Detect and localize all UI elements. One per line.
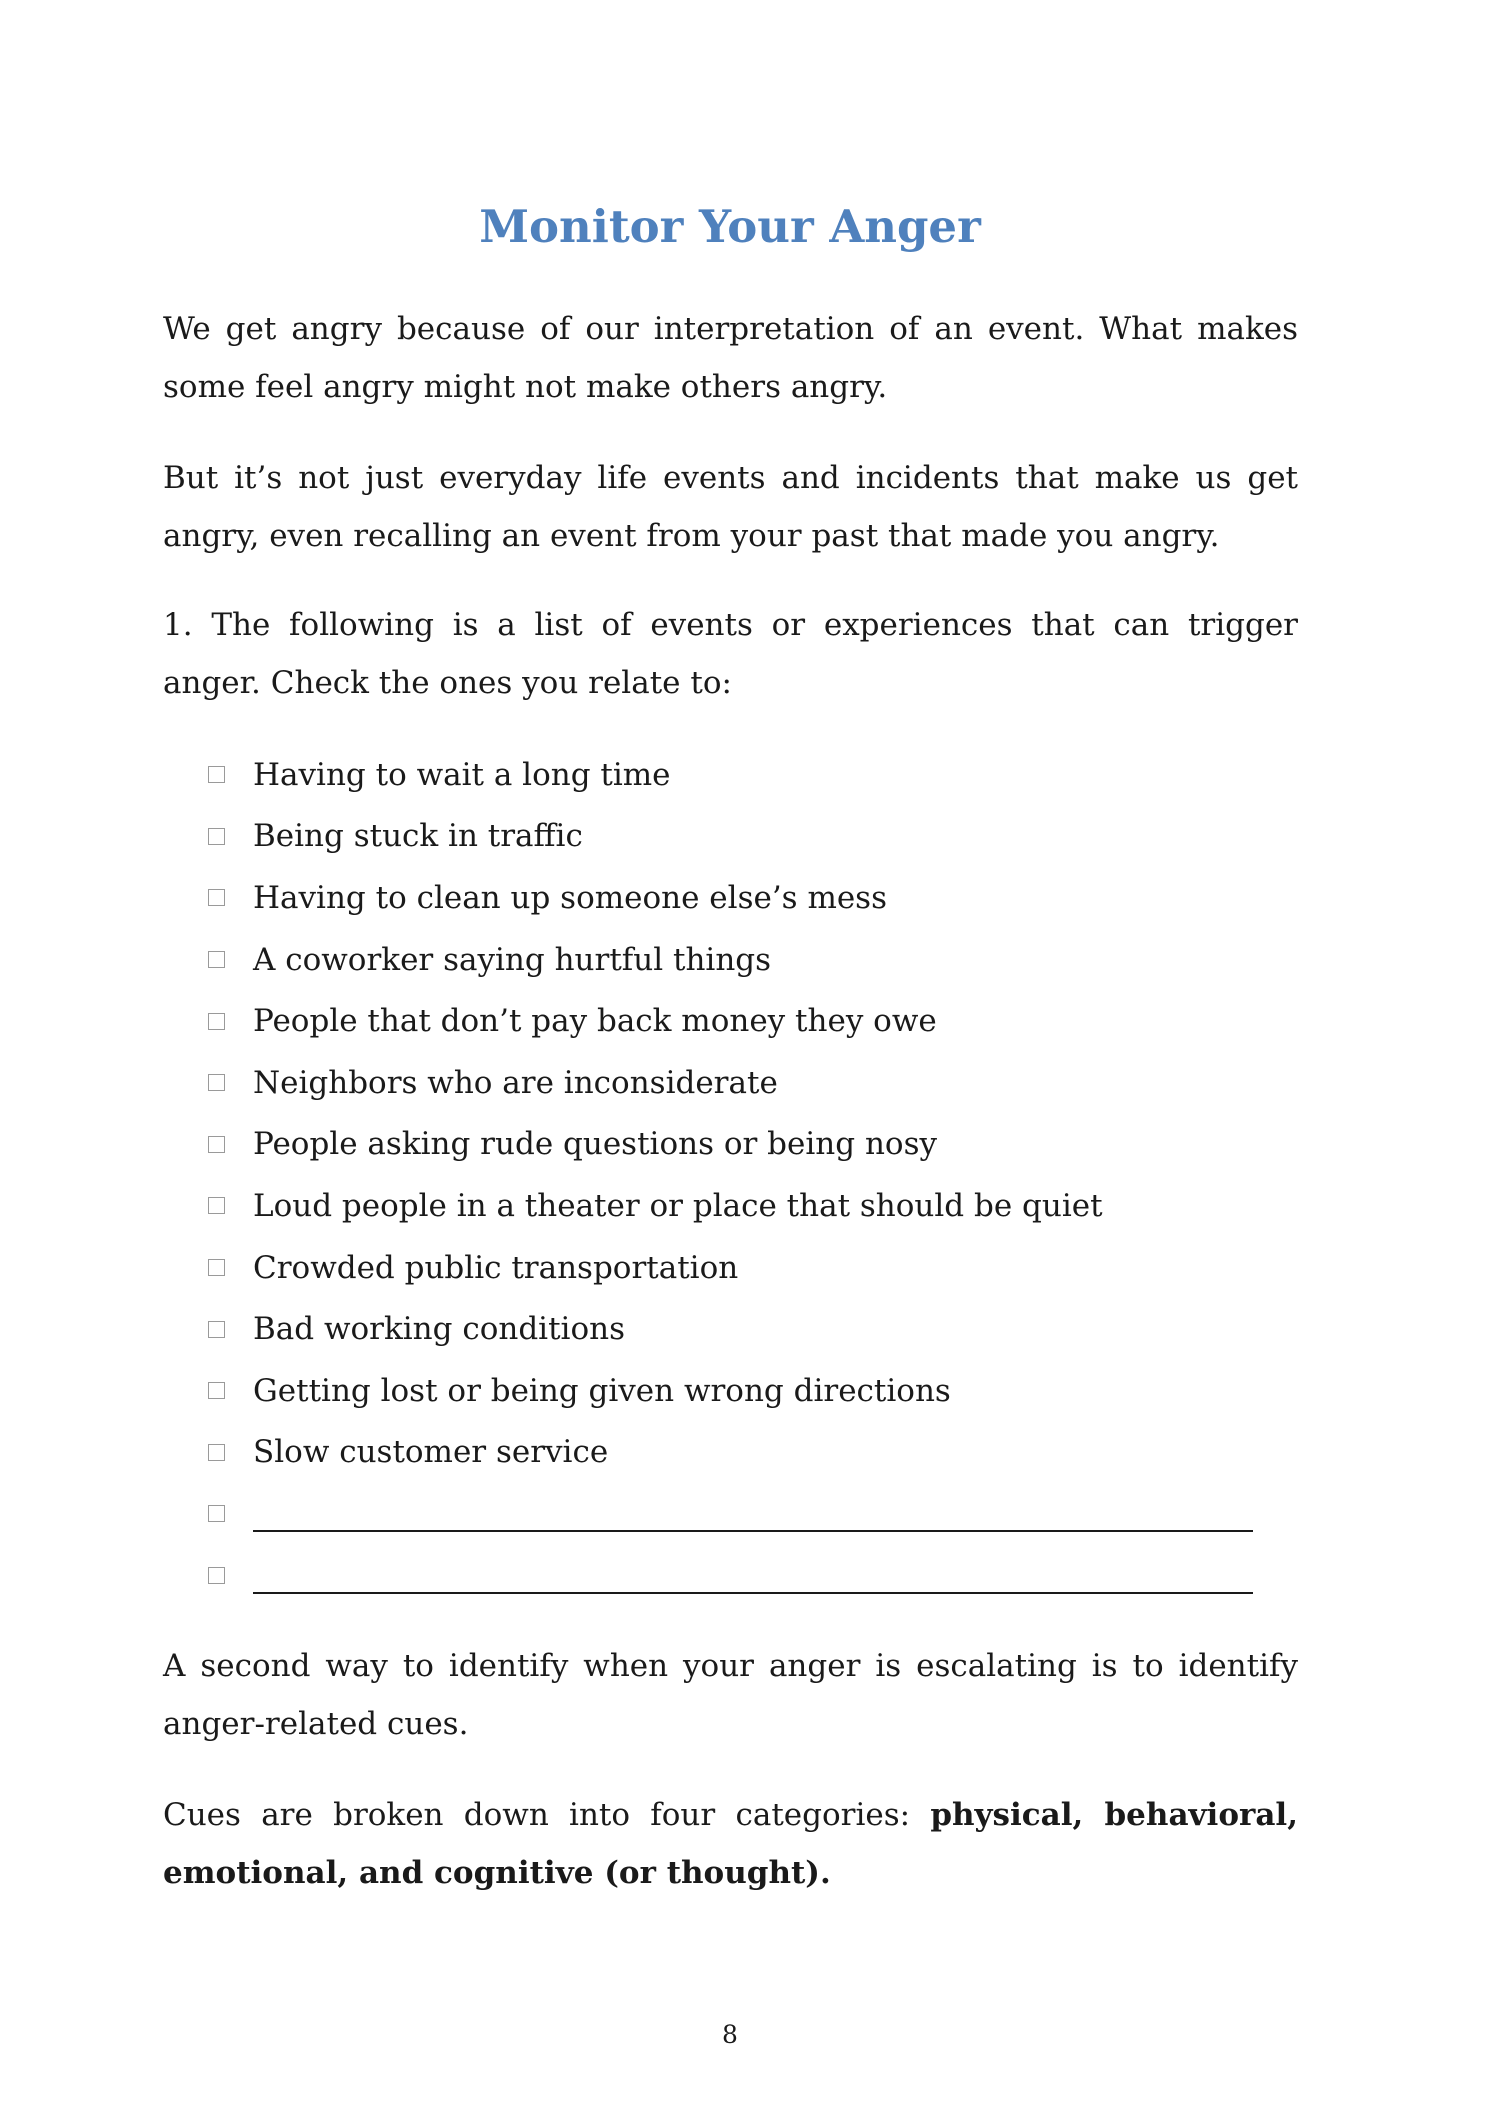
checkbox[interactable] [208,828,225,845]
checklist-item[interactable] [208,990,1308,1052]
checklist-item-label: People that don’t pay back money they owe [253,1003,937,1040]
intro-paragraph-1: We get angry because of our interpretation of an event. What makes some feel angry might not make others angry. [163,311,1298,405]
checklist-item[interactable] [208,1298,1308,1360]
checklist-item-label: A coworker saying hurtful things [253,941,772,978]
checklist-item-label: Neighbors who are inconsiderate [253,1064,778,1101]
checkbox[interactable] [208,1444,225,1461]
intro-paragraph-2: But it’s not just everyday life events and incidents that make us get angry, even recalling an event from your past that made you angry. [163,460,1298,554]
checkbox[interactable] [208,766,225,783]
checkbox[interactable] [208,1259,225,1276]
checkbox[interactable] [208,951,225,968]
checklist-item-label: Having to wait a long time [253,756,671,793]
checklist-item-label: Slow customer service [253,1434,609,1471]
checkbox[interactable] [208,1505,225,1522]
checkbox[interactable] [208,1567,225,1584]
question-1-prompt: 1. The following is a list of events or experiences that can trigger anger. Check the ones you relate to: [163,607,1298,701]
page-title: Monitor Your Anger [479,200,981,253]
second-way-paragraph: A second way to identify when your anger is escalating is to identify anger-related cues. [163,1648,1298,1742]
checklist-item-label: People asking rude questions or being nosy [253,1126,937,1163]
checkbox[interactable] [208,1136,225,1153]
checklist-item-label: Getting lost or being given wrong directions [253,1372,951,1409]
checklist-item[interactable] [208,1422,1308,1484]
checklist-item-blank[interactable] [208,1483,1308,1545]
checkbox[interactable] [208,1074,225,1091]
checklist-item[interactable] [208,867,1308,929]
checklist-item[interactable] [208,1175,1308,1237]
checklist-item[interactable] [208,1052,1308,1114]
checkbox[interactable] [208,1013,225,1030]
checkbox[interactable] [208,1197,225,1214]
checklist-item[interactable] [208,1360,1308,1422]
checklist-item-label: Bad working conditions [253,1311,625,1348]
checklist-item[interactable] [208,744,1308,806]
checklist-item[interactable] [208,1114,1308,1176]
checklist-item-blank[interactable] [208,1545,1308,1607]
write-in-line[interactable] [253,1504,1253,1532]
checklist-item[interactable] [208,806,1308,868]
checklist-item-label: Being stuck in traffic [253,818,583,855]
page-number: 8 [722,2020,738,2049]
cue-categories-bold: physical, behavioral, emotional, and cognitive (or thought). [163,1797,1298,1891]
checklist-item-label: Having to clean up someone else’s mess [253,879,888,916]
cues-paragraph [163,1786,1298,1902]
checklist-item[interactable] [208,929,1308,991]
checklist-item-label: Crowded public transportation [253,1249,739,1286]
cues-prefix-text: Cues are broken down into four categories: [163,1797,931,1833]
write-in-line[interactable] [253,1566,1253,1594]
checkbox[interactable] [208,1382,225,1399]
checkbox[interactable] [208,1321,225,1338]
checkbox[interactable] [208,889,225,906]
checklist-item[interactable] [208,1237,1308,1299]
anger-trigger-checklist [208,744,1308,1606]
checklist-item-label: Loud people in a theater or place that should be quiet [253,1187,1103,1224]
